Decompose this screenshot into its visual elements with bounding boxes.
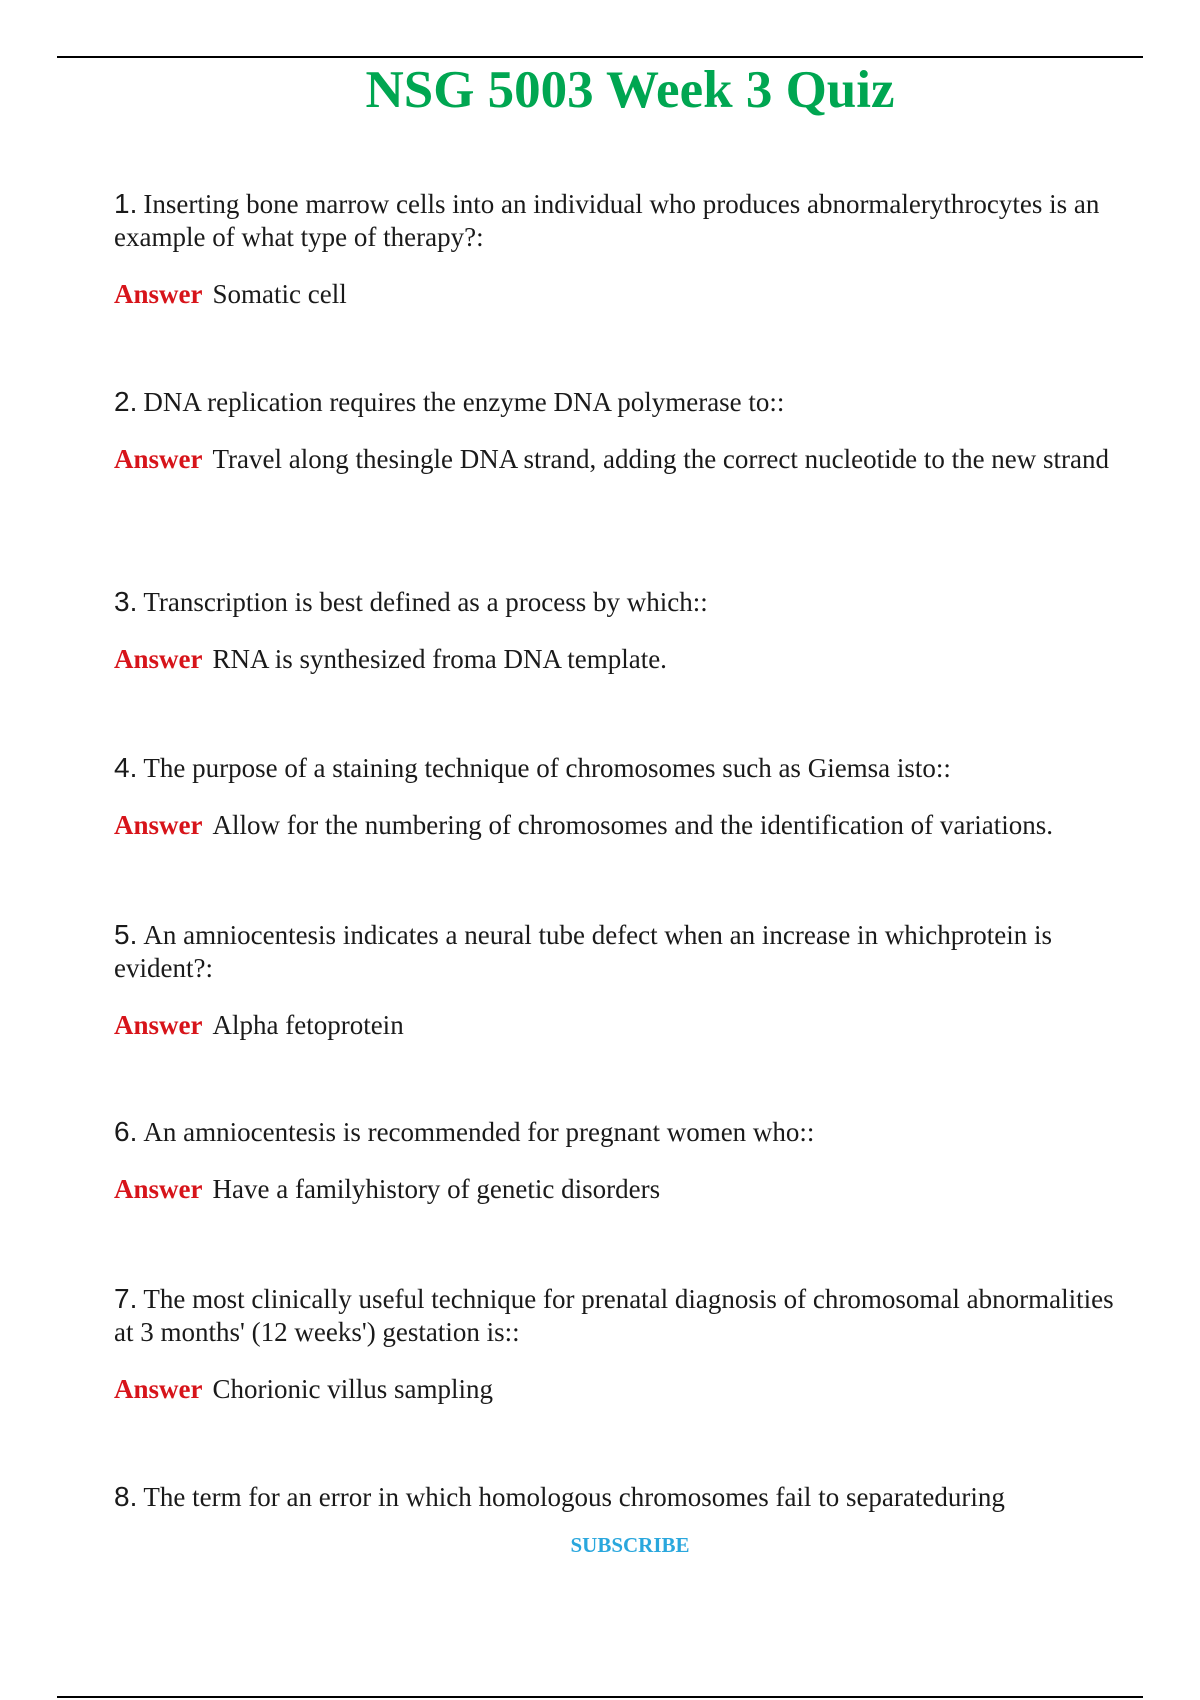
question-number: 3. [114,586,138,617]
subscribe-link[interactable]: SUBSCRIBE [570,1533,690,1557]
question-3 [114,585,1124,619]
question-7 [114,1282,1124,1349]
answer-label: Answer [114,279,203,309]
answer-6 [114,1173,1124,1206]
bottom-rule [57,1696,1143,1698]
answer-text: Have a familyhistory of genetic disorders [212,1174,661,1204]
question-text: The most clinically useful technique for prenatal diagnosis of chromosomal abnormalities at 3 months' (12 weeks') gestation is:: [114,1284,1114,1347]
question-text: An amniocentesis is recommended for pregnant women who:: [143,1117,815,1147]
question-4 [114,751,1124,785]
question-text: DNA replication requires the enzyme DNA polymerase to:: [143,387,785,417]
answer-text: RNA is synthesized froma DNA template. [212,644,667,674]
question-item-5 [114,918,1124,1042]
answer-5 [114,1009,1124,1042]
question-number: 7. [114,1283,138,1314]
question-item-7 [114,1282,1124,1406]
question-item-8 [114,1480,1124,1514]
question-item-4 [114,751,1124,842]
answer-text: Allow for the numbering of chromosomes and the identification of variations. [212,810,1054,840]
question-item-2 [114,385,1124,476]
question-5 [114,918,1124,985]
question-item-3 [114,585,1124,676]
question-2 [114,385,1124,419]
answer-label: Answer [114,810,203,840]
answer-1 [114,278,1124,311]
answer-text: Somatic cell [212,279,347,309]
answer-label: Answer [114,1374,203,1404]
question-8 [114,1480,1124,1514]
question-number: 5. [114,919,138,950]
answer-2 [114,443,1124,476]
answer-text: Alpha fetoprotein [212,1010,404,1040]
answer-7 [114,1373,1124,1406]
question-item-1 [114,187,1124,311]
question-number: 6. [114,1116,138,1147]
answer-label: Answer [114,1174,203,1204]
answer-text: Chorionic villus sampling [212,1374,493,1404]
answer-text: Travel along thesingle DNA strand, adding the correct nucleotide to the new strand [212,444,1110,474]
question-item-6 [114,1115,1124,1206]
answer-4 [114,809,1124,842]
question-text: The purpose of a staining technique of chromosomes such as Giemsa isto:: [143,753,951,783]
answer-label: Answer [114,1010,203,1040]
question-1 [114,187,1124,254]
question-text: An amniocentesis indicates a neural tube defect when an increase in whichprotein is evident?: [114,920,1053,983]
question-6 [114,1115,1124,1149]
question-number: 4. [114,752,138,783]
question-number: 2. [114,386,138,417]
answer-3 [114,643,1124,676]
question-text: The term for an error in which homologous chromosomes fail to separateduring [143,1482,1005,1512]
question-number: 1. [114,188,138,219]
question-number: 8. [114,1481,138,1512]
question-text: Inserting bone marrow cells into an individual who produces abnormalerythrocytes is an example of what type of therapy?: [114,189,1100,252]
answer-label: Answer [114,644,203,674]
question-text: Transcription is best defined as a process by which:: [143,587,708,617]
page-title: NSG 5003 Week 3 Quiz [365,61,895,119]
answer-label: Answer [114,444,203,474]
